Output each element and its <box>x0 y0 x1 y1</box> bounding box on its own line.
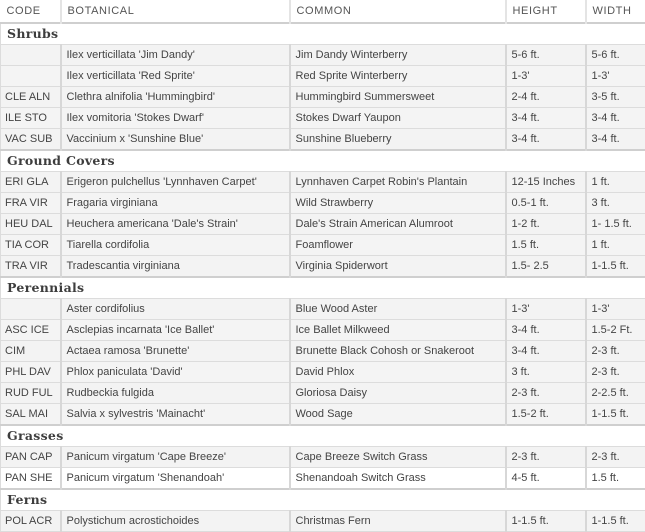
cell-width: 2-3 ft. <box>586 341 645 362</box>
cell-code: CIM <box>1 341 61 362</box>
cell-botanical: Tiarella cordifolia <box>61 235 290 256</box>
cell-height: 1-3' <box>506 299 586 320</box>
cell-common: Sunshine Blueberry <box>290 129 506 151</box>
cell-code: SAL MAI <box>1 404 61 426</box>
cell-botanical: Asclepias incarnata 'Ice Ballet' <box>61 320 290 341</box>
cell-common: Gloriosa Daisy <box>290 383 506 404</box>
cell-width: 1-3' <box>586 66 645 87</box>
cell-botanical: Panicum virgatum 'Cape Breeze' <box>61 447 290 468</box>
cell-botanical: Actaea ramosa 'Brunette' <box>61 341 290 362</box>
cell-height: 3 ft. <box>506 362 586 383</box>
table-row <box>1 66 645 87</box>
category-row <box>1 425 645 447</box>
cell-common: Christmas Fern <box>290 511 506 532</box>
cell-common: Stokes Dwarf Yaupon <box>290 108 506 129</box>
cell-width: 3-4 ft. <box>586 129 645 151</box>
category-heading: Shrubs <box>1 23 645 45</box>
table-row <box>1 256 645 278</box>
column-header-code: CODE <box>1 0 61 23</box>
cell-code <box>1 45 61 66</box>
cell-common: David Phlox <box>290 362 506 383</box>
table-row <box>1 447 645 468</box>
cell-width: 1 ft. <box>586 235 645 256</box>
cell-code: ASC ICE <box>1 320 61 341</box>
cell-height: 2-3 ft. <box>506 447 586 468</box>
cell-width: 1.5 ft. <box>586 468 645 490</box>
cell-common: Virginia Spiderwort <box>290 256 506 278</box>
cell-code: POL ACR <box>1 511 61 532</box>
table-row <box>1 299 645 320</box>
table-row <box>1 362 645 383</box>
category-row <box>1 277 645 299</box>
cell-botanical: Rudbeckia fulgida <box>61 383 290 404</box>
cell-height: 4-5 ft. <box>506 468 586 490</box>
category-row <box>1 150 645 172</box>
cell-code: ERI GLA <box>1 172 61 193</box>
category-row <box>1 23 645 45</box>
cell-botanical: Fragaria virginiana <box>61 193 290 214</box>
category-heading: Perennials <box>1 277 645 299</box>
table-row <box>1 320 645 341</box>
cell-height: 2-4 ft. <box>506 87 586 108</box>
cell-code: PAN CAP <box>1 447 61 468</box>
cell-height: 5-6 ft. <box>506 45 586 66</box>
cell-botanical: Aster cordifolius <box>61 299 290 320</box>
cell-code <box>1 299 61 320</box>
cell-common: Cape Breeze Switch Grass <box>290 447 506 468</box>
cell-code: VAC SUB <box>1 129 61 151</box>
cell-code <box>1 66 61 87</box>
header-row <box>1 0 645 23</box>
cell-botanical: Ilex verticillata 'Red Sprite' <box>61 66 290 87</box>
cell-height: 1-2 ft. <box>506 214 586 235</box>
cell-code: PHL DAV <box>1 362 61 383</box>
cell-botanical: Vaccinium x 'Sunshine Blue' <box>61 129 290 151</box>
cell-width: 2-3 ft. <box>586 447 645 468</box>
cell-common: Shenandoah Switch Grass <box>290 468 506 490</box>
cell-common: Foamflower <box>290 235 506 256</box>
table-row <box>1 45 645 66</box>
table-row <box>1 341 645 362</box>
cell-code: RUD FUL <box>1 383 61 404</box>
cell-botanical: Erigeron pulchellus 'Lynnhaven Carpet' <box>61 172 290 193</box>
cell-botanical: Phlox paniculata 'David' <box>61 362 290 383</box>
cell-height: 1-3' <box>506 66 586 87</box>
cell-code: FRA VIR <box>1 193 61 214</box>
cell-width: 1-1.5 ft. <box>586 404 645 426</box>
cell-botanical: Clethra alnifolia 'Hummingbird' <box>61 87 290 108</box>
cell-common: Brunette Black Cohosh or Snakeroot <box>290 341 506 362</box>
cell-common: Blue Wood Aster <box>290 299 506 320</box>
cell-botanical: Panicum virgatum 'Shenandoah' <box>61 468 290 490</box>
column-header-width: WIDTH <box>586 0 645 23</box>
cell-common: Wild Strawberry <box>290 193 506 214</box>
cell-code: ILE STO <box>1 108 61 129</box>
cell-height: 12-15 Inches <box>506 172 586 193</box>
cell-height: 3-4 ft. <box>506 320 586 341</box>
cell-botanical: Ilex vomitoria 'Stokes Dwarf' <box>61 108 290 129</box>
cell-width: 1-1.5 ft. <box>586 256 645 278</box>
cell-code: HEU DAL <box>1 214 61 235</box>
cell-width: 1-3' <box>586 299 645 320</box>
cell-height: 1.5 ft. <box>506 235 586 256</box>
column-header-height: HEIGHT <box>506 0 586 23</box>
table-row <box>1 87 645 108</box>
category-heading: Ferns <box>1 489 645 511</box>
table-row <box>1 129 645 151</box>
table-row <box>1 468 645 490</box>
cell-common: Red Sprite Winterberry <box>290 66 506 87</box>
cell-height: 3-4 ft. <box>506 129 586 151</box>
table-row <box>1 511 645 532</box>
table-row <box>1 108 645 129</box>
cell-width: 1-1.5 ft. <box>586 511 645 532</box>
table-row <box>1 235 645 256</box>
category-heading: Ground Covers <box>1 150 645 172</box>
cell-code: TIA COR <box>1 235 61 256</box>
cell-common: Hummingbird Summersweet <box>290 87 506 108</box>
cell-common: Lynnhaven Carpet Robin's Plantain <box>290 172 506 193</box>
cell-height: 1.5- 2.5 <box>506 256 586 278</box>
table-row <box>1 214 645 235</box>
cell-botanical: Polystichum acrostichoides <box>61 511 290 532</box>
table-row <box>1 404 645 426</box>
cell-common: Jim Dandy Winterberry <box>290 45 506 66</box>
cell-common: Ice Ballet Milkweed <box>290 320 506 341</box>
category-heading: Grasses <box>1 425 645 447</box>
cell-width: 3-4 ft. <box>586 108 645 129</box>
cell-height: 2-3 ft. <box>506 383 586 404</box>
cell-width: 1.5-2 Ft. <box>586 320 645 341</box>
column-header-botanical: BOTANICAL <box>61 0 290 23</box>
cell-common: Wood Sage <box>290 404 506 426</box>
cell-code: PAN SHE <box>1 468 61 490</box>
cell-botanical: Heuchera americana 'Dale's Strain' <box>61 214 290 235</box>
table-row <box>1 383 645 404</box>
cell-height: 3-4 ft. <box>506 341 586 362</box>
cell-botanical: Ilex verticillata 'Jim Dandy' <box>61 45 290 66</box>
cell-width: 3-5 ft. <box>586 87 645 108</box>
cell-width: 1- 1.5 ft. <box>586 214 645 235</box>
cell-width: 2-3 ft. <box>586 362 645 383</box>
column-header-common: COMMON <box>290 0 506 23</box>
cell-height: 3-4 ft. <box>506 108 586 129</box>
category-row <box>1 489 645 511</box>
cell-botanical: Tradescantia virginiana <box>61 256 290 278</box>
cell-width: 1 ft. <box>586 172 645 193</box>
table-row <box>1 172 645 193</box>
cell-common: Dale's Strain American Alumroot <box>290 214 506 235</box>
cell-height: 1.5-2 ft. <box>506 404 586 426</box>
cell-code: TRA VIR <box>1 256 61 278</box>
cell-width: 5-6 ft. <box>586 45 645 66</box>
table-row <box>1 193 645 214</box>
cell-width: 3 ft. <box>586 193 645 214</box>
cell-height: 0.5-1 ft. <box>506 193 586 214</box>
cell-height: 1-1.5 ft. <box>506 511 586 532</box>
cell-botanical: Salvia x sylvestris 'Mainacht' <box>61 404 290 426</box>
cell-width: 2-2.5 ft. <box>586 383 645 404</box>
cell-code: CLE ALN <box>1 87 61 108</box>
